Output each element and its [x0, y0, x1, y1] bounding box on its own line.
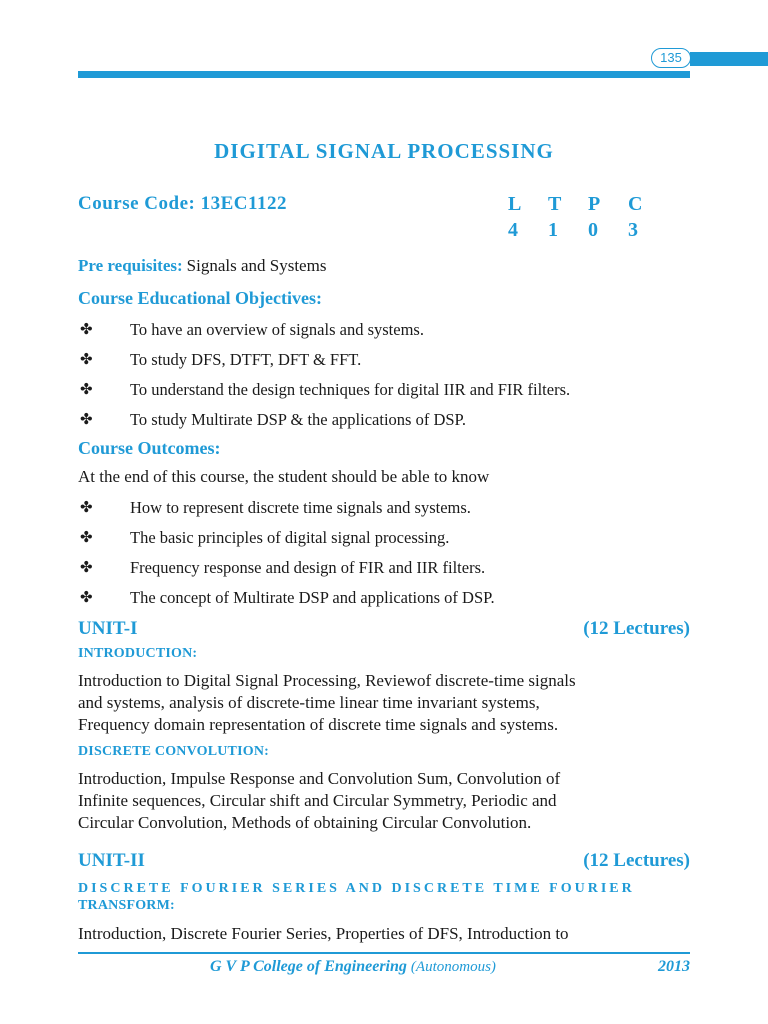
- ltpc-header-l: L: [508, 193, 522, 215]
- prerequisites-value: Signals and Systems: [186, 256, 327, 275]
- outcomes-heading: Course Outcomes:: [78, 438, 221, 458]
- ltpc-value-p: 0: [588, 219, 598, 241]
- list-item: ✤ To study Multirate DSP & the applications of DSP.: [78, 408, 690, 438]
- list-item: ✤ To understand the design techniques for digital IIR and FIR filters.: [78, 378, 690, 408]
- unit-1-intro-line-3: Frequency domain representation of discrete time signals and systems.: [78, 715, 559, 734]
- ltpc-header-c: C: [628, 193, 643, 215]
- unit-1-title: UNIT-I: [78, 618, 138, 639]
- unit-2-heading-line-1: DISCRETE FOURIER SERIES AND DISCRETE TIME FOURIER: [78, 881, 635, 896]
- bullet-icon: ✤: [80, 322, 93, 338]
- footer-college: [210, 958, 496, 976]
- bullet-icon: ✤: [80, 382, 93, 398]
- objectives-section: [78, 288, 690, 438]
- prerequisites-label: Pre requisites:: [78, 256, 183, 275]
- outcomes-section: [78, 438, 690, 616]
- ltpc-headers: [508, 193, 668, 219]
- unit-1-convolution-line-3: Circular Convolution, Methods of obtaining Circular Convolution.: [78, 813, 532, 832]
- unit-1-header: [78, 618, 690, 646]
- footer-year: 2013: [658, 958, 690, 975]
- ltpc-header-t: T: [548, 193, 562, 215]
- ltpc-header-p: P: [588, 193, 601, 215]
- unit-1: [78, 618, 690, 834]
- bullet-icon: ✤: [80, 352, 93, 368]
- unit-2: [78, 850, 690, 945]
- unit-1-convolution-line-2: Infinite sequences, Circular shift and Circular Symmetry, Periodic and: [78, 791, 557, 810]
- list-item: ✤ How to represent discrete time signals and systems.: [78, 496, 690, 526]
- header-bar-right: [690, 52, 768, 66]
- header-rule: [78, 71, 690, 78]
- list-item: ✤ The basic principles of digital signal processing.: [78, 526, 690, 556]
- list-item: ✤ The concept of Multirate DSP and applications of DSP.: [78, 586, 690, 616]
- list-item: ✤ To study DFS, DTFT, DFT & FFT.: [78, 348, 690, 378]
- page-number-badge: [651, 48, 691, 68]
- bullet-icon: ✤: [80, 412, 93, 428]
- unit-1-intro-line-2: and systems, analysis of discrete-time linear time invariant systems,: [78, 693, 540, 712]
- unit-2-lectures: (12 Lectures): [583, 850, 690, 871]
- unit-1-intro-line-1: Introduction to Digital Signal Processing, Reviewof discrete-time signals: [78, 671, 576, 690]
- bullet-icon: ✤: [80, 560, 93, 576]
- outcomes-list: [78, 496, 690, 616]
- unit-2-heading-line-2: TRANSFORM:: [78, 898, 175, 913]
- page-title: DIGITAL SIGNAL PROCESSING: [214, 139, 554, 163]
- unit-1-intro-heading: INTRODUCTION:: [78, 646, 198, 661]
- prerequisites: [78, 256, 690, 276]
- ltpc-values: [508, 219, 668, 245]
- unit-2-title: UNIT-II: [78, 850, 145, 871]
- ltpc-value-t: 1: [548, 219, 558, 241]
- unit-1-convolution-heading: DISCRETE CONVOLUTION:: [78, 744, 270, 759]
- unit-1-convolution-line-1: Introduction, Impulse Response and Convolution Sum, Convolution of: [78, 769, 561, 788]
- footer-rule: [78, 952, 690, 954]
- list-item: ✤ To have an overview of signals and systems.: [78, 318, 690, 348]
- footer-college-name: G V P College of Engineering: [210, 958, 407, 975]
- course-code: Course Code: 13EC1122: [78, 193, 287, 214]
- list-item: ✤ Frequency response and design of FIR and IIR filters.: [78, 556, 690, 586]
- unit-1-lectures: (12 Lectures): [583, 618, 690, 639]
- unit-2-line: Introduction, Discrete Fourier Series, Properties of DFS, Introduction to: [78, 924, 569, 943]
- bullet-icon: ✤: [80, 530, 93, 546]
- outcomes-intro: At the end of this course, the student should be able to know: [78, 467, 490, 486]
- ltpc-table: [508, 193, 668, 245]
- ltpc-value-l: 4: [508, 219, 518, 241]
- objectives-list: [78, 318, 690, 438]
- page-number: 135: [651, 48, 691, 68]
- footer-autonomous: (Autonomous): [410, 959, 496, 975]
- bullet-icon: ✤: [80, 590, 93, 606]
- objectives-heading: Course Educational Objectives:: [78, 288, 322, 308]
- bullet-icon: ✤: [80, 500, 93, 516]
- ltpc-value-c: 3: [628, 219, 638, 241]
- unit-2-header: [78, 850, 690, 880]
